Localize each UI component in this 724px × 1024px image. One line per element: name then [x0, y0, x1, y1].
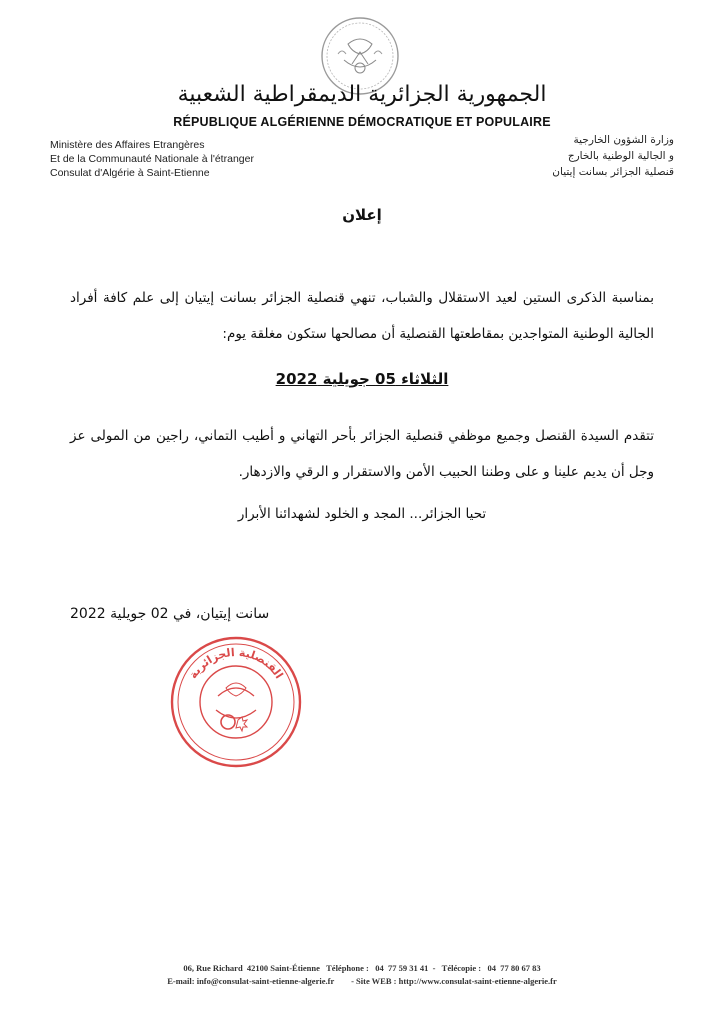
stamp-text: القنصلية الجزائرية [186, 645, 286, 682]
ministry-ar-line-2: و الجالية الوطنية بالخارج [567, 150, 674, 162]
footer-address-line: 06, Rue Richard 42100 Saint-Étienne Téléphone : 04 77 59 31 41 - Télécopie : 04 77 80 67 83 [183, 963, 541, 973]
ministry-ar-line-1: وزارة الشؤون الخارجية [573, 134, 674, 146]
republic-title-arabic: الجمهورية الجزائرية الديمقراطية الشعبية [177, 82, 547, 107]
announcement-paragraph-1: بمناسبة الذكرى الستين لعيد الاستقلال والشباب، تنهي قنصلية الجزائر بسانت إيتيان إلى علم كافة أفراد الجالية الوطنية المتواجدين بمقاطعتها القنصلية أن مصالحها ستكون مغلقة يوم: [70, 290, 654, 342]
ministry-line-1: Ministère des Affaires Etrangères [50, 139, 205, 151]
ministry-line-3: Consulat d'Algérie à Saint-Etienne [50, 167, 210, 179]
consulate-stamp-icon [166, 626, 306, 774]
announcement-paragraph-2: تتقدم السيدة القنصل وجميع موظفي قنصلية الجزائر بأحر التهاني و أطيب التماني، راجين من المولى عز وجل أن يديم علينا و على وطننا الحبيب الأمن والاستقرار و الرقي والازدهار. [70, 428, 654, 480]
closing-line: تحيا الجزائر... المجد و الخلود لشهدائنا الأبرار [237, 506, 487, 522]
ministry-header-french [50, 138, 350, 180]
consulate-contact-footer [0, 962, 724, 988]
signing-place-date: سانت إيتيان، في 02 جويلية 2022 [70, 606, 270, 622]
republic-title-french: RÉPUBLIQUE ALGÉRIENNE DÉMOCRATIQUE ET POPULAIRE [173, 115, 551, 129]
ministry-line-2: Et de la Communauté Nationale à l'étranger [50, 153, 254, 165]
footer-web-line: E-mail: info@consulat-saint-etienne-algerie.fr - Site WEB : http://www.consulat-saint-etienne-algerie.fr [167, 976, 557, 986]
closure-date: الثلاثاء 05 جويلية 2022 [275, 370, 449, 388]
ministry-ar-line-3: قنصلية الجزائر بسانت إيتيان [552, 166, 674, 178]
announcement-title: إعلان [342, 206, 382, 224]
ministry-header-arabic [414, 132, 674, 180]
